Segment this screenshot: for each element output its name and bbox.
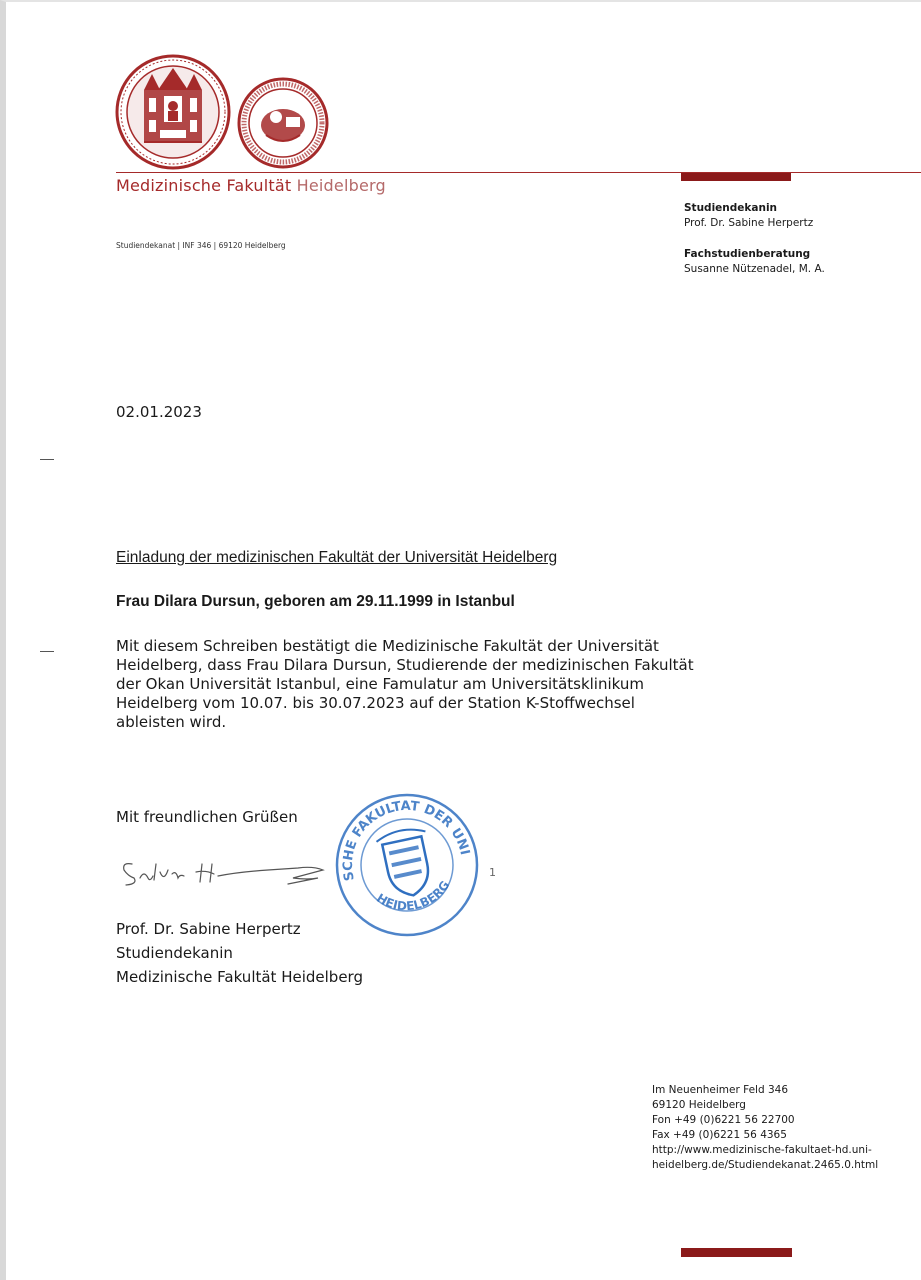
letter-date: 02.01.2023 [116,403,202,421]
sender-line: Studiendekanat | INF 346 | 69120 Heidelberg [116,241,286,250]
letter-person-line: Frau Dilara Dursun, geboren am 29.11.1999 in Istanbul [116,593,515,610]
letter-body [116,637,756,732]
dean-info [684,201,813,231]
handwritten-signature [118,852,328,892]
advice-info [684,247,825,277]
svg-text:MEDIZINISCHE FAKULTAT DER UNIV [332,790,472,886]
svg-text:HEIDELBERG [372,876,456,920]
body-line: der Okan Universität Istanbul, eine Famulatur am Universitätsklinikum [116,675,644,693]
advice-name: Susanne Nützenadel, M. A. [684,263,825,275]
header-rule [116,172,921,173]
header-accent-bar [681,173,791,181]
stamp-text-bottom: HEIDELBERG [374,878,453,914]
signatory-title: Studiendekanin [116,944,233,962]
footer-line: Fax +49 (0)6221 56 4365 [652,1129,787,1141]
dean-name: Prof. Dr. Sabine Herpertz [684,217,814,229]
footer-address [652,1083,878,1173]
fold-mark-lower [40,651,54,652]
brand-city: Heidelberg [296,176,386,195]
signatory-org: Medizinische Fakultät Heidelberg [116,968,363,986]
advice-title: Fachstudienberatung [684,248,811,260]
dean-title: Studiendekanin [684,202,778,214]
footer-line: http://www.medizinische-fakultaet-hd.uni- [652,1144,872,1156]
stamp-side-mark: 1 [489,866,496,879]
letter-greeting: Mit freundlichen Grüßen [116,808,298,826]
faculty-brand [116,176,386,195]
faculty-seal-logo [236,77,330,169]
fold-mark-upper [40,459,54,460]
brand-main: Medizinische Fakultät [116,176,292,195]
stamp-text-top: MEDIZINISCHE FAKULTAT DER UNIVERSITAT [340,798,472,883]
footer-accent-bar [681,1248,792,1257]
footer-line: Im Neuenheimer Feld 346 [652,1084,789,1096]
signatory-block [116,917,363,989]
footer-line: heidelberg.de/Studiendekanat.2465.0.html [652,1159,879,1171]
footer-line: 69120 Heidelberg [652,1099,746,1111]
body-line: Heidelberg, dass Frau Dilara Dursun, Studierende der medizinischen Fakultät [116,656,694,674]
body-line: Mit diesem Schreiben bestätigt die Medizinische Fakultät der Universität [116,637,659,655]
university-seal-logo [114,54,232,170]
footer-line: Fon +49 (0)6221 56 22700 [652,1114,795,1126]
body-line: Heidelberg vom 10.07. bis 30.07.2023 auf der Station K-Stoffwechsel [116,694,635,712]
signatory-name: Prof. Dr. Sabine Herpertz [116,920,301,938]
body-line: ableisten wird. [116,713,227,731]
letter-subject: Einladung der medizinischen Fakultät der Universität Heidelberg [116,549,558,566]
